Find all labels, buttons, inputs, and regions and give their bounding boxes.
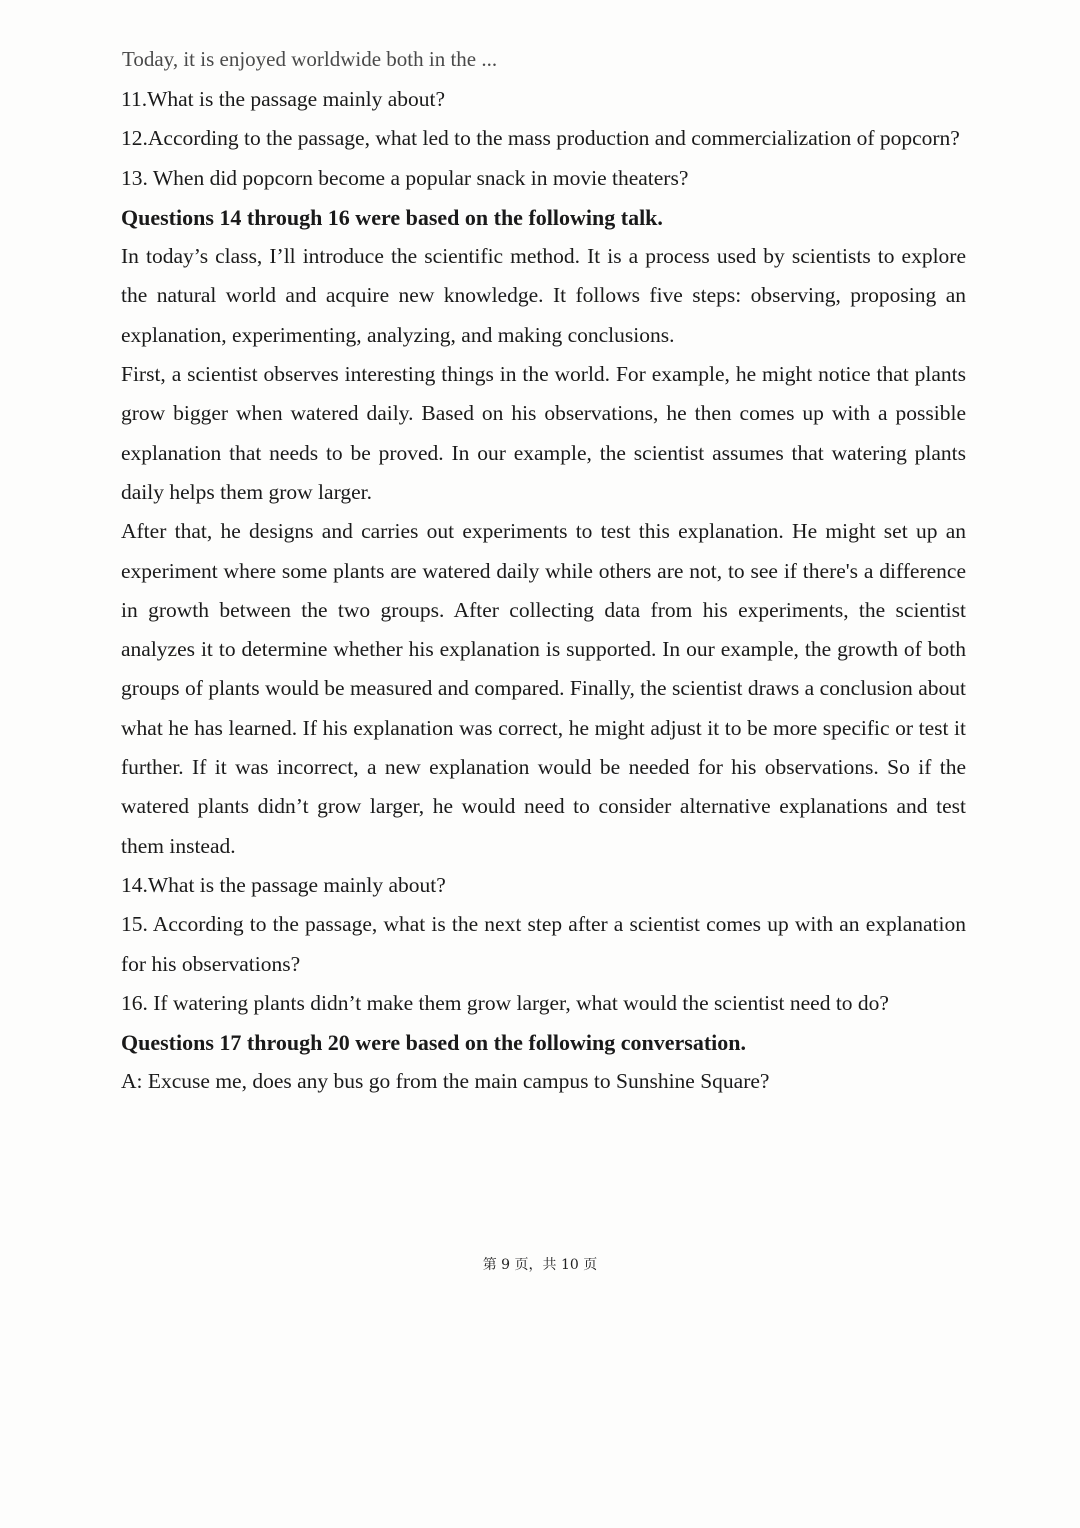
question-16: 16. If watering plants didn’t make them grow larger, what would the scientist need to do?: [121, 990, 889, 1015]
question-12: 12.According to the passage, what led to the mass production and commercialization of popcorn?: [121, 126, 960, 151]
question-13: 13. When did popcorn become a popular snack in movie theaters?: [121, 165, 689, 190]
section-heading-14-16: Questions 14 through 16 were based on the following talk.: [121, 204, 663, 230]
cutoff-top-line: [122, 50, 582, 72]
question-11: 11.What is the passage mainly about?: [121, 87, 446, 111]
talk-paragraph-2: First, a scientist observes interesting things in the world. For example, he might notice that plants grow bigger when watered daily. Based on his observations, he then comes up with a possible explanation that needs to be proved. In our example, the scientist assumes that watering plants daily helps them grow larger.: [121, 362, 966, 504]
page-number-footer: 第 9 页，共 10 页: [482, 1257, 598, 1273]
question-15: 15. According to the passage, what is the next step after a scientist comes up with an explanation for his observations?: [121, 912, 966, 976]
conversation-line-a: A: Excuse me, does any bus go from the main campus to Sunshine Square?: [121, 1069, 770, 1094]
document-body: [121, 80, 966, 1102]
cutoff-line-text: Today, it is enjoyed worldwide both in the ...: [122, 50, 498, 71]
question-14: 14.What is the passage mainly about?: [121, 872, 446, 897]
talk-paragraph-3: After that, he designs and carries out experiments to test this explanation. He might set up an experiment where some plants are watered daily while others are not, to see if there's a difference in growth between the two groups. After collecting data from his experiments, the scientist analyzes it to determine whether his explanation is supported. In our example, the growth of both groups of plants would be measured and compared. Finally, the scientist draws a conclusion about what he has learned. If his explanation was correct, he might adjust it to be more specific or test it further. If it was incorrect, a new explanation would be needed for his observations. So if the watered plants didn’t grow larger, he would need to consider alternative explanations and test them instead.: [121, 519, 966, 858]
section-heading-17-20: Questions 17 through 20 were based on the following conversation.: [121, 1030, 747, 1056]
talk-paragraph-1: In today’s class, I’ll introduce the scientific method. It is a process used by scientists to explore the natural world and acquire new knowledge. It follows five steps: observing, proposing an explanation, experimenting, analyzing, and making conclusions.: [121, 244, 966, 347]
